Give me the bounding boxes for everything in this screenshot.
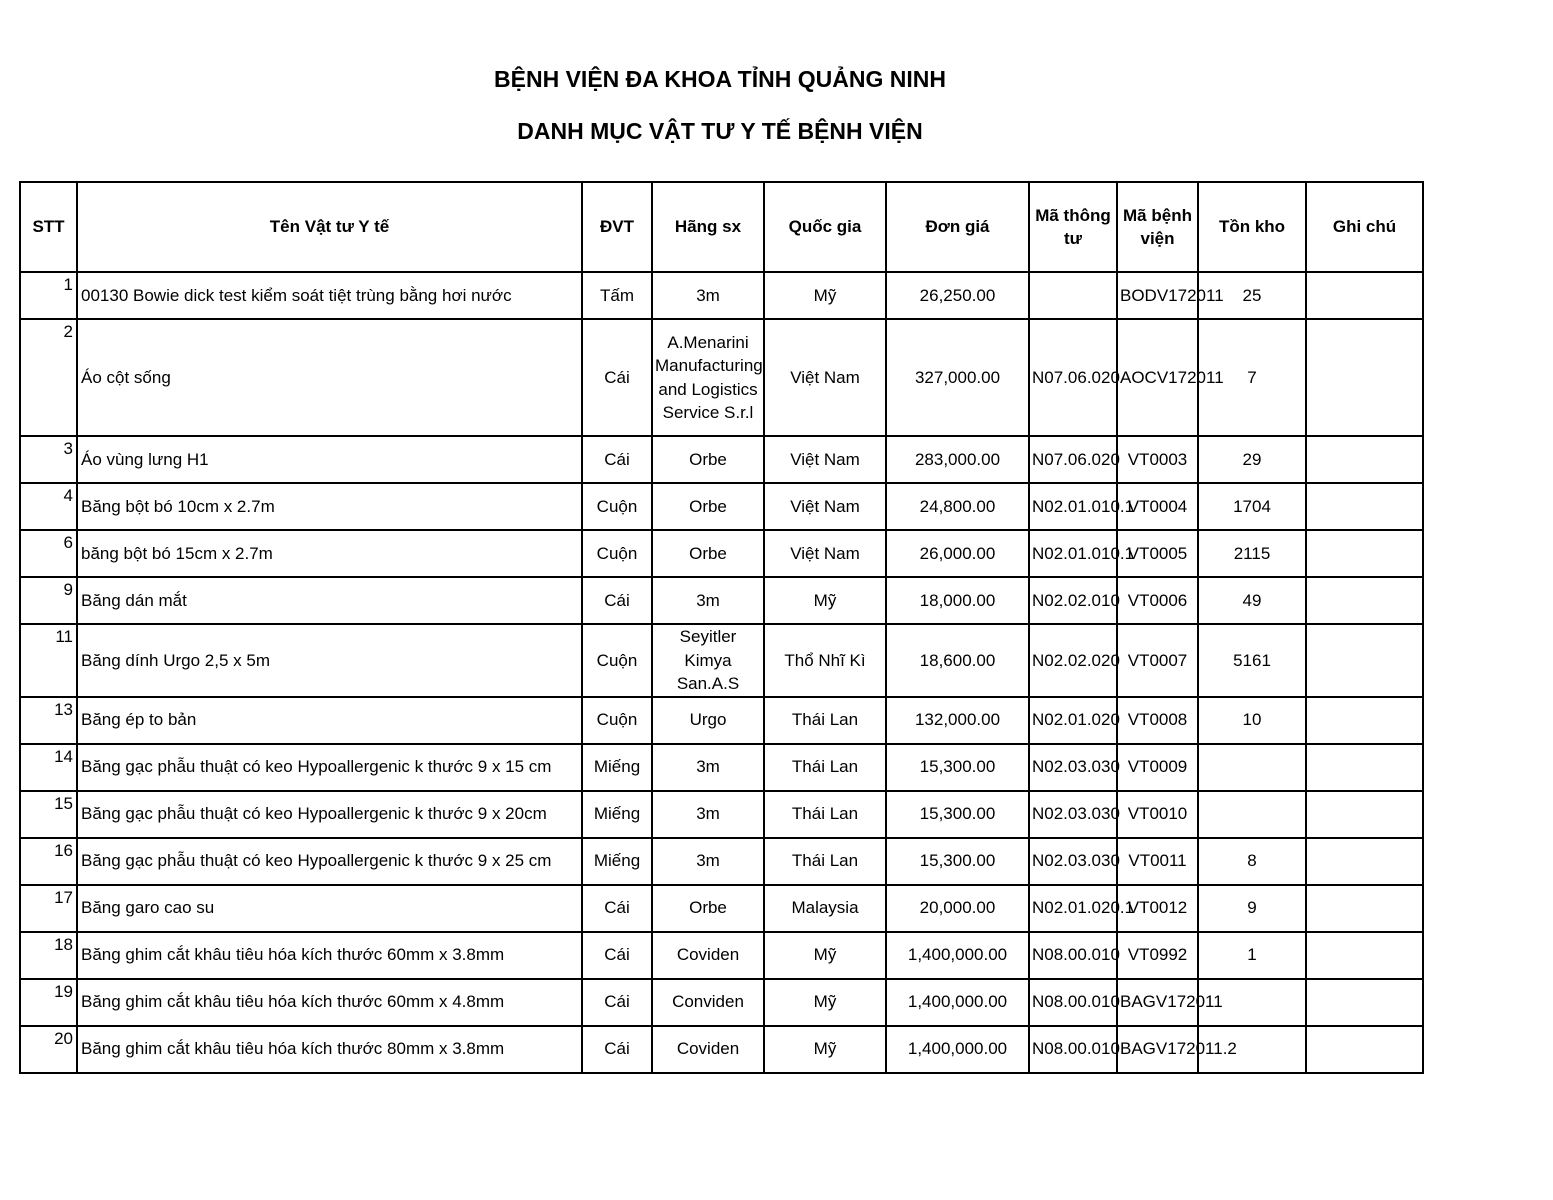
unit-price-cell: 132,000.00 bbox=[886, 697, 1029, 744]
row-number-cell: 1 bbox=[20, 272, 77, 319]
unit-cell: Miếng bbox=[582, 791, 652, 838]
item-name-cell: Băng dán mắt bbox=[77, 577, 582, 624]
circular-code-cell: N02.02.010 bbox=[1029, 577, 1117, 624]
table-row bbox=[20, 838, 1423, 885]
header-stt: STT bbox=[20, 182, 77, 272]
stock-cell: 8 bbox=[1198, 838, 1306, 885]
unit-price-cell: 1,400,000.00 bbox=[886, 932, 1029, 979]
country-cell: Mỹ bbox=[764, 577, 886, 624]
table-row bbox=[20, 436, 1423, 483]
hospital-code-cell: BODV172011 bbox=[1117, 272, 1198, 319]
country-cell: Thái Lan bbox=[764, 838, 886, 885]
document-title: DANH MỤC VẬT TƯ Y TẾ BỆNH VIỆN bbox=[517, 118, 923, 144]
table-row bbox=[20, 272, 1423, 319]
row-number-cell: 20 bbox=[20, 1026, 77, 1073]
table-row bbox=[20, 697, 1423, 744]
header-unit: ĐVT bbox=[582, 182, 652, 272]
item-name-cell: băng bột bó 15cm x 2.7m bbox=[77, 530, 582, 577]
table-row bbox=[20, 744, 1423, 791]
country-cell: Việt Nam bbox=[764, 483, 886, 530]
unit-price-cell: 327,000.00 bbox=[886, 319, 1029, 436]
table-row bbox=[20, 885, 1423, 932]
country-cell: Thái Lan bbox=[764, 744, 886, 791]
stock-cell: 5161 bbox=[1198, 624, 1306, 697]
country-cell: Mỹ bbox=[764, 979, 886, 1026]
item-name-cell: Băng ép to bản bbox=[77, 697, 582, 744]
unit-cell: Cái bbox=[582, 436, 652, 483]
hospital-code-cell: VT0992 bbox=[1117, 932, 1198, 979]
note-cell bbox=[1306, 744, 1423, 791]
unit-cell: Cái bbox=[582, 319, 652, 436]
header-name: Tên Vật tư Y tế bbox=[77, 182, 582, 272]
manufacturer-cell: 3m bbox=[652, 744, 764, 791]
note-cell bbox=[1306, 436, 1423, 483]
medical-supplies-table bbox=[19, 181, 1424, 1074]
header-hospital-code: Mã bệnh viện bbox=[1117, 182, 1198, 272]
item-name-cell: 00130 Bowie dick test kiểm soát tiệt trùng bằng hơi nước bbox=[77, 272, 582, 319]
item-name-cell: Băng gạc phẫu thuật có keo Hypoallergenic k thước 9 x 20cm bbox=[77, 791, 582, 838]
row-number-cell: 15 bbox=[20, 791, 77, 838]
row-number-cell: 9 bbox=[20, 577, 77, 624]
unit-cell: Cuộn bbox=[582, 624, 652, 697]
row-number-cell: 6 bbox=[20, 530, 77, 577]
country-cell: Mỹ bbox=[764, 932, 886, 979]
hospital-code-cell: VT0005 bbox=[1117, 530, 1198, 577]
unit-cell: Cái bbox=[582, 577, 652, 624]
hospital-code-cell: VT0007 bbox=[1117, 624, 1198, 697]
table-row bbox=[20, 979, 1423, 1026]
hospital-code-cell: VT0009 bbox=[1117, 744, 1198, 791]
row-number-cell: 13 bbox=[20, 697, 77, 744]
note-cell bbox=[1306, 932, 1423, 979]
manufacturer-cell: Coviden bbox=[652, 1026, 764, 1073]
country-cell: Việt Nam bbox=[764, 319, 886, 436]
table-row bbox=[20, 624, 1423, 697]
manufacturer-cell: 3m bbox=[652, 838, 764, 885]
header-country: Quốc gia bbox=[764, 182, 886, 272]
hospital-code-cell: VT0006 bbox=[1117, 577, 1198, 624]
stock-cell: 49 bbox=[1198, 577, 1306, 624]
manufacturer-cell: Orbe bbox=[652, 530, 764, 577]
unit-cell: Miếng bbox=[582, 744, 652, 791]
row-number-cell: 17 bbox=[20, 885, 77, 932]
row-number-cell: 19 bbox=[20, 979, 77, 1026]
country-cell: Thái Lan bbox=[764, 791, 886, 838]
stock-cell: 10 bbox=[1198, 697, 1306, 744]
hospital-code-cell: VT0004 bbox=[1117, 483, 1198, 530]
unit-price-cell: 1,400,000.00 bbox=[886, 979, 1029, 1026]
note-cell bbox=[1306, 885, 1423, 932]
stock-cell: 1704 bbox=[1198, 483, 1306, 530]
row-number-cell: 14 bbox=[20, 744, 77, 791]
note-cell bbox=[1306, 791, 1423, 838]
circular-code-cell bbox=[1029, 272, 1117, 319]
unit-cell: Tấm bbox=[582, 272, 652, 319]
manufacturer-cell: Urgo bbox=[652, 697, 764, 744]
hospital-code-cell: VT0010 bbox=[1117, 791, 1198, 838]
note-cell bbox=[1306, 530, 1423, 577]
item-name-cell: Băng garo cao su bbox=[77, 885, 582, 932]
item-name-cell: Băng ghim cắt khâu tiêu hóa kích thước 80mm x 3.8mm bbox=[77, 1026, 582, 1073]
unit-cell: Cái bbox=[582, 885, 652, 932]
hospital-code-cell: BAGV172011.2 bbox=[1117, 1026, 1198, 1073]
table-row bbox=[20, 791, 1423, 838]
country-cell: Malaysia bbox=[764, 885, 886, 932]
manufacturer-cell: Conviden bbox=[652, 979, 764, 1026]
header-circular-code: Mã thông tư bbox=[1029, 182, 1117, 272]
note-cell bbox=[1306, 624, 1423, 697]
unit-price-cell: 15,300.00 bbox=[886, 744, 1029, 791]
circular-code-cell: N02.03.030 bbox=[1029, 838, 1117, 885]
item-name-cell: Áo vùng lưng H1 bbox=[77, 436, 582, 483]
circular-code-cell: N07.06.020 bbox=[1029, 319, 1117, 436]
hospital-code-cell: VT0008 bbox=[1117, 697, 1198, 744]
stock-cell bbox=[1198, 791, 1306, 838]
table-row bbox=[20, 319, 1423, 436]
note-cell bbox=[1306, 577, 1423, 624]
hospital-code-cell: VT0011 bbox=[1117, 838, 1198, 885]
row-number-cell: 18 bbox=[20, 932, 77, 979]
note-cell bbox=[1306, 1026, 1423, 1073]
item-name-cell: Băng ghim cắt khâu tiêu hóa kích thước 60mm x 3.8mm bbox=[77, 932, 582, 979]
unit-price-cell: 20,000.00 bbox=[886, 885, 1029, 932]
table-header-row bbox=[20, 182, 1423, 272]
circular-code-cell: N02.01.020 bbox=[1029, 697, 1117, 744]
hospital-title: BỆNH VIỆN ĐA KHOA TỈNH QUẢNG NINH bbox=[494, 66, 946, 92]
row-number-cell: 3 bbox=[20, 436, 77, 483]
unit-cell: Cuộn bbox=[582, 483, 652, 530]
row-number-cell: 2 bbox=[20, 319, 77, 436]
item-name-cell: Băng gạc phẫu thuật có keo Hypoallergenic k thước 9 x 15 cm bbox=[77, 744, 582, 791]
note-cell bbox=[1306, 697, 1423, 744]
manufacturer-cell: Orbe bbox=[652, 436, 764, 483]
table-row bbox=[20, 932, 1423, 979]
table-row bbox=[20, 483, 1423, 530]
circular-code-cell: N02.03.030 bbox=[1029, 791, 1117, 838]
manufacturer-cell: A.Menarini Manufacturing and Logistics Service S.r.l bbox=[652, 319, 764, 436]
hospital-code-cell: AOCV172011 bbox=[1117, 319, 1198, 436]
circular-code-cell: N08.00.010 bbox=[1029, 979, 1117, 1026]
manufacturer-cell: Orbe bbox=[652, 483, 764, 530]
note-cell bbox=[1306, 483, 1423, 530]
unit-price-cell: 18,600.00 bbox=[886, 624, 1029, 697]
manufacturer-cell: 3m bbox=[652, 577, 764, 624]
stock-cell: 25 bbox=[1198, 272, 1306, 319]
unit-price-cell: 15,300.00 bbox=[886, 791, 1029, 838]
item-name-cell: Băng ghim cắt khâu tiêu hóa kích thước 60mm x 4.8mm bbox=[77, 979, 582, 1026]
unit-cell: Miếng bbox=[582, 838, 652, 885]
unit-price-cell: 1,400,000.00 bbox=[886, 1026, 1029, 1073]
item-name-cell: Băng dính Urgo 2,5 x 5m bbox=[77, 624, 582, 697]
stock-cell: 9 bbox=[1198, 885, 1306, 932]
note-cell bbox=[1306, 838, 1423, 885]
table-row bbox=[20, 577, 1423, 624]
country-cell: Việt Nam bbox=[764, 436, 886, 483]
row-number-cell: 16 bbox=[20, 838, 77, 885]
unit-price-cell: 24,800.00 bbox=[886, 483, 1029, 530]
unit-price-cell: 15,300.00 bbox=[886, 838, 1029, 885]
unit-cell: Cái bbox=[582, 979, 652, 1026]
header-note: Ghi chú bbox=[1306, 182, 1423, 272]
hospital-code-cell: VT0003 bbox=[1117, 436, 1198, 483]
circular-code-cell: N02.01.020.1 bbox=[1029, 885, 1117, 932]
circular-code-cell: N08.00.010 bbox=[1029, 932, 1117, 979]
unit-price-cell: 26,250.00 bbox=[886, 272, 1029, 319]
row-number-cell: 11 bbox=[20, 624, 77, 697]
stock-cell: 29 bbox=[1198, 436, 1306, 483]
stock-cell: 2115 bbox=[1198, 530, 1306, 577]
table-row bbox=[20, 530, 1423, 577]
row-number-cell: 4 bbox=[20, 483, 77, 530]
header-stock: Tồn kho bbox=[1198, 182, 1306, 272]
country-cell: Mỹ bbox=[764, 272, 886, 319]
item-name-cell: Áo cột sống bbox=[77, 319, 582, 436]
unit-price-cell: 283,000.00 bbox=[886, 436, 1029, 483]
circular-code-cell: N08.00.010 bbox=[1029, 1026, 1117, 1073]
note-cell bbox=[1306, 979, 1423, 1026]
manufacturer-cell: Orbe bbox=[652, 885, 764, 932]
circular-code-cell: N02.01.010.1 bbox=[1029, 530, 1117, 577]
item-name-cell: Băng bột bó 10cm x 2.7m bbox=[77, 483, 582, 530]
circular-code-cell: N07.06.020 bbox=[1029, 436, 1117, 483]
unit-cell: Cái bbox=[582, 932, 652, 979]
note-cell bbox=[1306, 272, 1423, 319]
country-cell: Thái Lan bbox=[764, 697, 886, 744]
hospital-code-cell: BAGV172011 bbox=[1117, 979, 1198, 1026]
unit-cell: Cuộn bbox=[582, 697, 652, 744]
header-maker: Hãng sx bbox=[652, 182, 764, 272]
unit-price-cell: 26,000.00 bbox=[886, 530, 1029, 577]
note-cell bbox=[1306, 319, 1423, 436]
circular-code-cell: N02.03.030 bbox=[1029, 744, 1117, 791]
country-cell: Mỹ bbox=[764, 1026, 886, 1073]
country-cell: Thổ Nhĩ Kì bbox=[764, 624, 886, 697]
circular-code-cell: N02.01.010.1 bbox=[1029, 483, 1117, 530]
unit-cell: Cái bbox=[582, 1026, 652, 1073]
unit-cell: Cuộn bbox=[582, 530, 652, 577]
manufacturer-cell: 3m bbox=[652, 791, 764, 838]
circular-code-cell: N02.02.020 bbox=[1029, 624, 1117, 697]
manufacturer-cell: 3m bbox=[652, 272, 764, 319]
manufacturer-cell: Coviden bbox=[652, 932, 764, 979]
manufacturer-cell: Seyitler Kimya San.A.S bbox=[652, 624, 764, 697]
stock-cell bbox=[1198, 744, 1306, 791]
stock-cell: 1 bbox=[1198, 932, 1306, 979]
unit-price-cell: 18,000.00 bbox=[886, 577, 1029, 624]
table-row bbox=[20, 1026, 1423, 1073]
item-name-cell: Băng gạc phẫu thuật có keo Hypoallergenic k thước 9 x 25 cm bbox=[77, 838, 582, 885]
header-price: Đơn giá bbox=[886, 182, 1029, 272]
country-cell: Việt Nam bbox=[764, 530, 886, 577]
hospital-code-cell: VT0012 bbox=[1117, 885, 1198, 932]
stock-cell: 7 bbox=[1198, 319, 1306, 436]
